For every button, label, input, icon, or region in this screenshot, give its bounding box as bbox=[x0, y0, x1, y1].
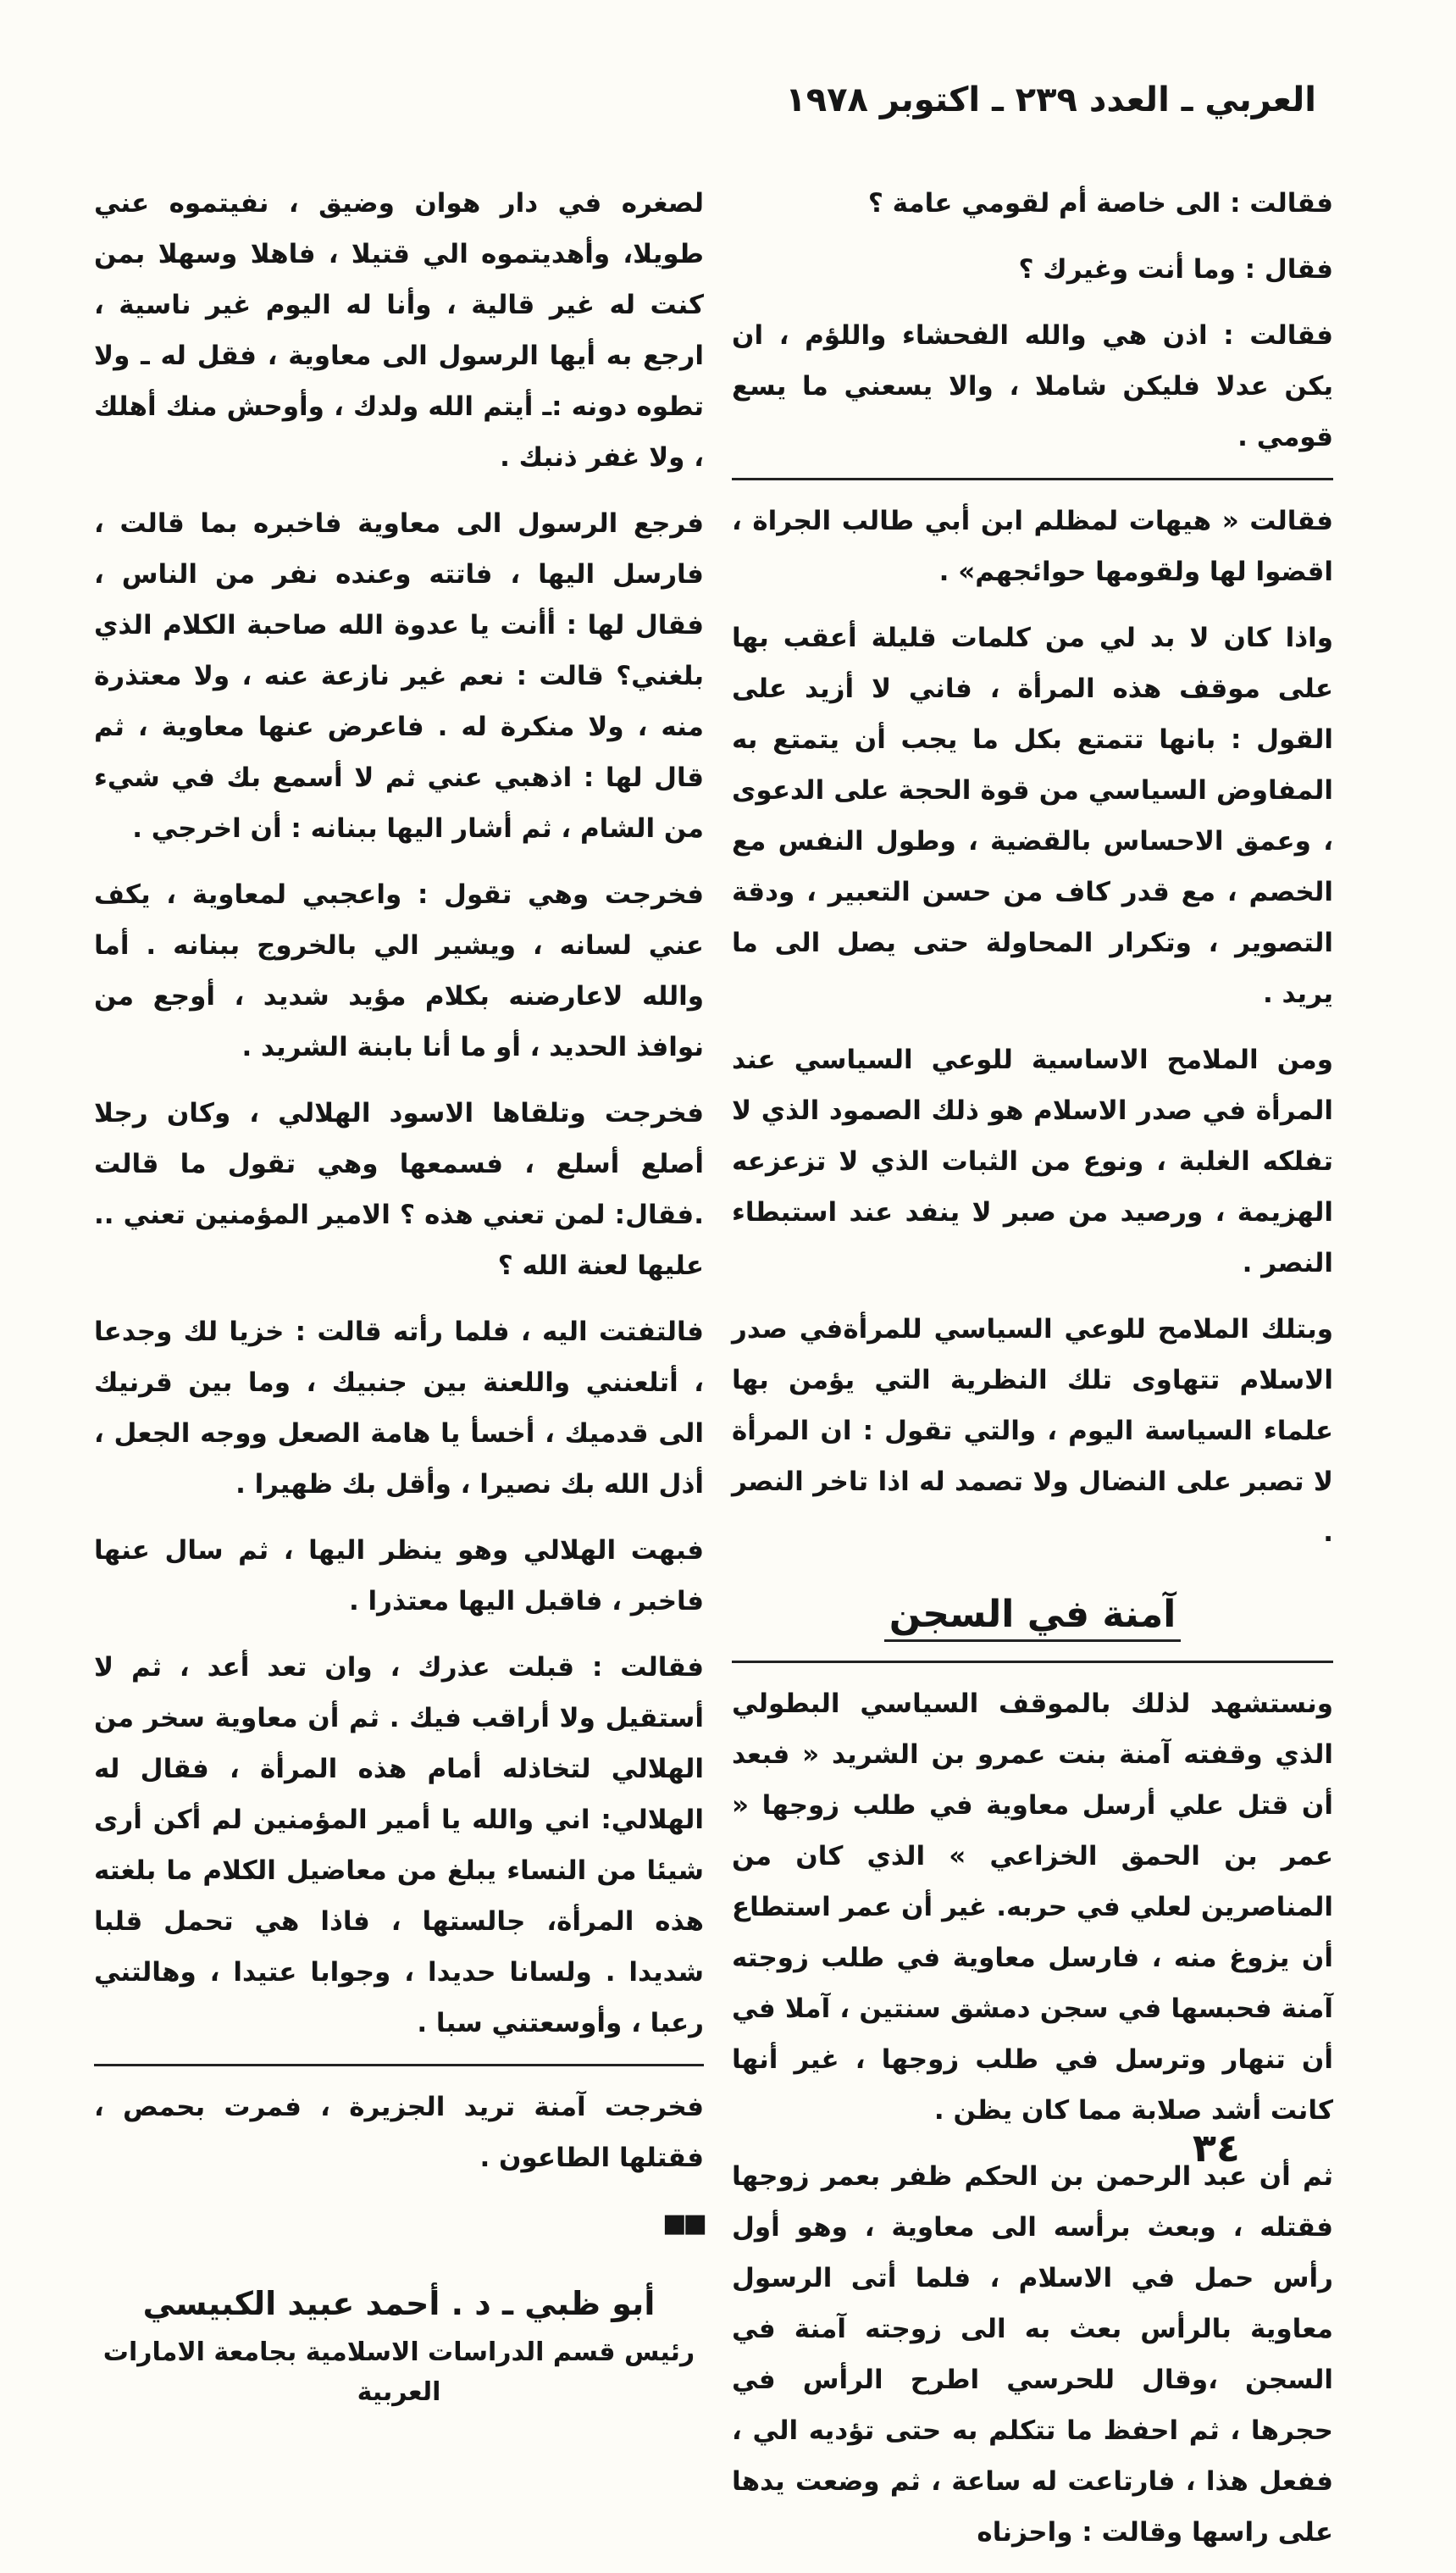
paragraph: ونستشهد لذلك بالموقف السياسي البطولي الذي وقفته آمنة بنت عمرو بن الشريد « فبعد أن قتل علي أرسل معاوية في طلب زوجها « عمر بن الحمق الخزاعي » الذي كان من المناصرين لعلي في حربه. غير أن عمر استطاع أن يزوغ منه ، فارسل معاوية في طلب زوجته آمنة فحبسها في سجن دمشق سنتين ، آملا في أن تنهار وترسل في طلب زوجها ، غير أنها كانت أشد صلابة مما كان يظن . bbox=[732, 1689, 1333, 2127]
divider bbox=[94, 2064, 704, 2066]
divider bbox=[732, 1661, 1333, 1663]
paragraph: ومن الملامح الاساسية للوعي السياسي عند المرأة في صدر الاسلام هو ذلك الصمود الذي لا تفلكه الغلبة ، ونوع من الثبات الذي لا تزعزعه الهزيمة ، ورصيد من صبر لا ينفد عند استبطاء النصر . bbox=[732, 1045, 1333, 1278]
page-number: ٣٤ bbox=[1192, 2125, 1240, 2171]
paragraph: فقالت : اذن هي والله الفحشاء واللؤم ، ان يكن عدلا فليكن شاملا ، والا يسعني ما يسع قومي . bbox=[732, 320, 1333, 452]
paragraph: فبهت الهلالي وهو ينظر اليها ، ثم سال عنها فاخبر ، فاقبل اليها معتذرا . bbox=[94, 1535, 704, 1616]
paragraph: ثم أن عبد الرحمن بن الحكم ظفر بعمر زوجها فقتله ، وبعث برأسه الى معاوية ، وهو أول رأس حمل في الاسلام ، فلما أتى الرسول معاوية بالرأس بعث به الى زوجته آمنة في السجن ،وقال للحرسي اطرح الرأس في حجرها ، ثم احفظ ما تتكلم به حتى تؤديه الي ، ففعل هذا ، فارتاعت له ساعة ، ثم وضعت يدها على راسها وقالت : واحزناه bbox=[732, 2161, 1333, 2548]
paragraph: فخرجت وتلقاها الاسود الهلالي ، وكان رجلا أصلع أسلع ، فسمعها وهي تقول ما قالت .فقال: لمن تعني هذه ؟ الامير المؤمنين تعني .. عليها لعنة الله ؟ bbox=[94, 1098, 704, 1281]
right-column bbox=[732, 178, 1333, 2573]
paragraph: واذا كان لا بد لي من كلمات قليلة أعقب بها على موقف هذه المرأة ، فاني لا أزيد على القول : بانها تتمتع بكل ما يجب أن يتمتع به المفاوض السياسي من قوة الحجة على الدعوى ، وعمق الاحساس بالقضية ، وطول النفس مع الخصم ، مع قدر كاف من حسن التعبير ، ودقة التصوير ، وتكرار المحاولة حتى يصل الى ما يريد . bbox=[732, 623, 1333, 1009]
paragraph: فخرجت آمنة تريد الجزيرة ، فمرت بحمص ، فقتلها الطاعون . bbox=[94, 2092, 704, 2173]
paragraph: فخرجت وهي تقول : واعجبي لمعاوية ، يكف عني لسانه ، ويشير الي بالخروج ببنانه . أما والله لاعارضنه بكلام مؤيد شديد ، أوجع من نوافذ الحديد ، أو ما أنا بابنة الشريد . bbox=[94, 879, 704, 1062]
page-header: العربي ـ العدد ٢٣٩ ـ اكتوبر ١٩٧٨ bbox=[785, 80, 1316, 119]
left-column bbox=[94, 178, 704, 2412]
paragraph: وبتلك الملامح للوعي السياسي للمرأةفي صدر الاسلام تتهاوى تلك النظرية التي يؤمن بها علماء السياسة اليوم ، والتي تقول : ان المرأة لا تصبر على النضال ولا تصمد له اذا تاخر النصر . bbox=[732, 1314, 1333, 1548]
paragraph: فالتفتت اليه ، فلما رأته قالت : خزيا لك وجدعا ، أتلعنني واللعنة بين جنبيك ، وما بين قرنيك الى قدميك ، أخسأ يا هامة الصعل ووجه الجعل ، أذل الله بك نصيرا ، وأقل بك ظهيرا . bbox=[94, 1317, 704, 1500]
section-title bbox=[732, 1590, 1333, 1639]
paragraph: فقالت « هيهات لمظلم ابن أبي طالب الجراة ، اقضوا لها ولقومها حوائجهم» . bbox=[732, 506, 1333, 587]
paragraph: فقالت : الى خاصة أم لقومي عامة ؟ bbox=[867, 188, 1333, 219]
paragraph: فقالت : قبلت عذرك ، وان تعد أعد ، ثم لا أستقيل ولا أراقب فيك . ثم أن معاوية سخر من الهلالي لتخاذله أمام هذه المرأة ، فقال له الهلالي: اني والله يا أمير المؤمنين لم أكن أرى شيئا من النساء يبلغ من معاضيل الكلام ما بلغته هذه المرأة، جالستها ، فاذا هي تحمل قلبا شديدا . ولسانا حديدا ، وجوابا عتيدا ، وهالتني رعبا ، وأوسعتني سبا . bbox=[94, 1652, 704, 2038]
end-mark: ■■ bbox=[662, 2209, 704, 2238]
paragraph: لصغره في دار هوان وضيق ، نفيتموه عني طويلا، وأهديتموه الي قتيلا ، فاهلا وسهلا بمن كنت له غير قالية ، وأنا له اليوم غير ناسية ، ارجع به أيها الرسول الى معاوية ، فقل له ـ ولا تطوه دونه :ـ أيتم الله ولدك ، وأوحش منك أهلك ، ولا غفر ذنبك . bbox=[94, 188, 704, 473]
paragraph: فقال : وما أنت وغيرك ؟ bbox=[1018, 254, 1333, 285]
section-title-text: آمنة في السجن bbox=[884, 1593, 1182, 1642]
author-title: رئيس قسم الدراسات الاسلامية بجامعة الامارات العربية bbox=[102, 2337, 695, 2407]
paragraph: فرجع الرسول الى معاوية فاخبره بما قالت ، فارسل اليها ، فاتته وعنده نفر من الناس ، فقال لها : أأنت يا عدوة الله صاحبة الكلام الذي بلغني؟ قالت : نعم غير نازعة عنه ، ولا معتذرة منه ، ولا منكرة له . فاعرض عنها معاوية ، ثم قال لها : اذهبي عني ثم لا أسمع بك في شيء من الشام ، ثم أشار اليها ببنانه : أن اخرجي . bbox=[94, 508, 704, 844]
divider bbox=[732, 478, 1333, 480]
author-signature: أبو ظبي ـ د . أحمد عبيد الكبيسي bbox=[142, 2285, 656, 2322]
